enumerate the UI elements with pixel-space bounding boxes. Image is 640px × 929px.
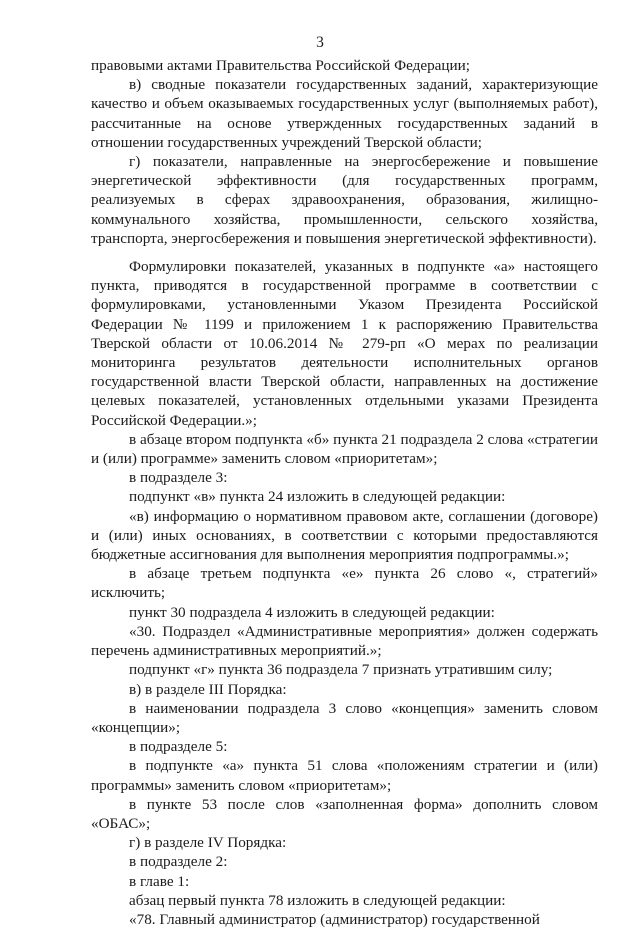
paragraph-21: абзац первый пункта 78 изложить в следующей редакции: xyxy=(129,891,506,909)
paragraph-1: правовыми актами Правительства Российской Федерации; xyxy=(91,57,471,74)
paragraph-9: в абзаце третьем подпункта «е» пункта 26 слово «, стратегий» исключить; xyxy=(91,565,598,602)
paragraph-15: в подразделе 5: xyxy=(129,738,228,756)
paragraph-22: «78. Главный администратор (администратор) государственной xyxy=(129,910,540,928)
paragraph-20: в главе 1: xyxy=(129,872,190,890)
paragraph-4: Формулировки показателей, указанных в подпункте «а» настоящего пункта, приводятся в государственной программе в соответствии с формулировками, установленными Указом Президента Российской Федерации № 1199 и приложением 1 к распоряжению Правительства Тверской области от 10.06.2014 № 279-рп «О мерах по реализации мониторинга результатов деятельности исполнительных органов государственной власти Тверской области, направленных на достижение целевых показателей, установленных отдельными указами Президента Российской Федерации.»; xyxy=(91,258,598,429)
paragraph-13: в) в разделе III Порядка: xyxy=(129,680,287,698)
document-body xyxy=(91,56,598,929)
paragraph-19: в подразделе 2: xyxy=(129,853,228,871)
paragraph-7: подпункт «в» пункта 24 изложить в следующей редакции: xyxy=(129,488,506,506)
paragraph-3: г) показатели, направленные на энергосбережение и повышение энергетической эффективности (для государственных программ, реализуемых в сферах здравоохранения, образования, жилищно-коммунального хозяйства, промышленности, сельского хозяйства, транспорта, энергосбережения и повышения энергетической эффективности). xyxy=(91,153,598,247)
paragraph-5: в абзаце втором подпункта «б» пункта 21 подраздела 2 слова «стратегии и (или) программе» заменить словом «приоритетам»; xyxy=(91,430,598,468)
paragraph-8: «в) информацию о нормативном правовом акте, соглашении (договоре) и (или) иных основаниях, в соответствии с которыми предоставляются бюджетные ассигнования для выполнения мероприятия подпрограммы.»; xyxy=(91,507,598,564)
paragraph-6: в подразделе 3: xyxy=(129,469,228,487)
paragraph-14: в наименовании подраздела 3 слово «концепция» заменить словом «концепции»; xyxy=(91,699,598,736)
paragraph-11: «30. Подраздел «Административные мероприятия» должен содержать перечень административных мероприятий.»; xyxy=(91,622,598,660)
paragraph-18: г) в разделе IV Порядка: xyxy=(129,834,287,852)
paragraph-16: в подпункте «а» пункта 51 слова «положениям стратегии и (или) программы» заменить словом «приоритетам»; xyxy=(91,757,598,794)
paragraph-2: в) сводные показатели государственных заданий, характеризующие качество и объем оказываемых государственных услуг (выполняемых работ), рассчитанные на основе утвержденных государственных заданий в отношении государственных учреждений Тверской области; xyxy=(91,76,598,151)
paragraph-12: подпункт «г» пункта 36 подраздела 7 признать утратившим силу; xyxy=(129,661,553,679)
paragraph-10: пункт 30 подраздела 4 изложить в следующей редакции: xyxy=(129,603,495,621)
page-number: 3 xyxy=(316,34,324,51)
paragraph-17: в пункте 53 после слов «заполненная форма» дополнить словом «ОБАС»; xyxy=(91,795,598,832)
